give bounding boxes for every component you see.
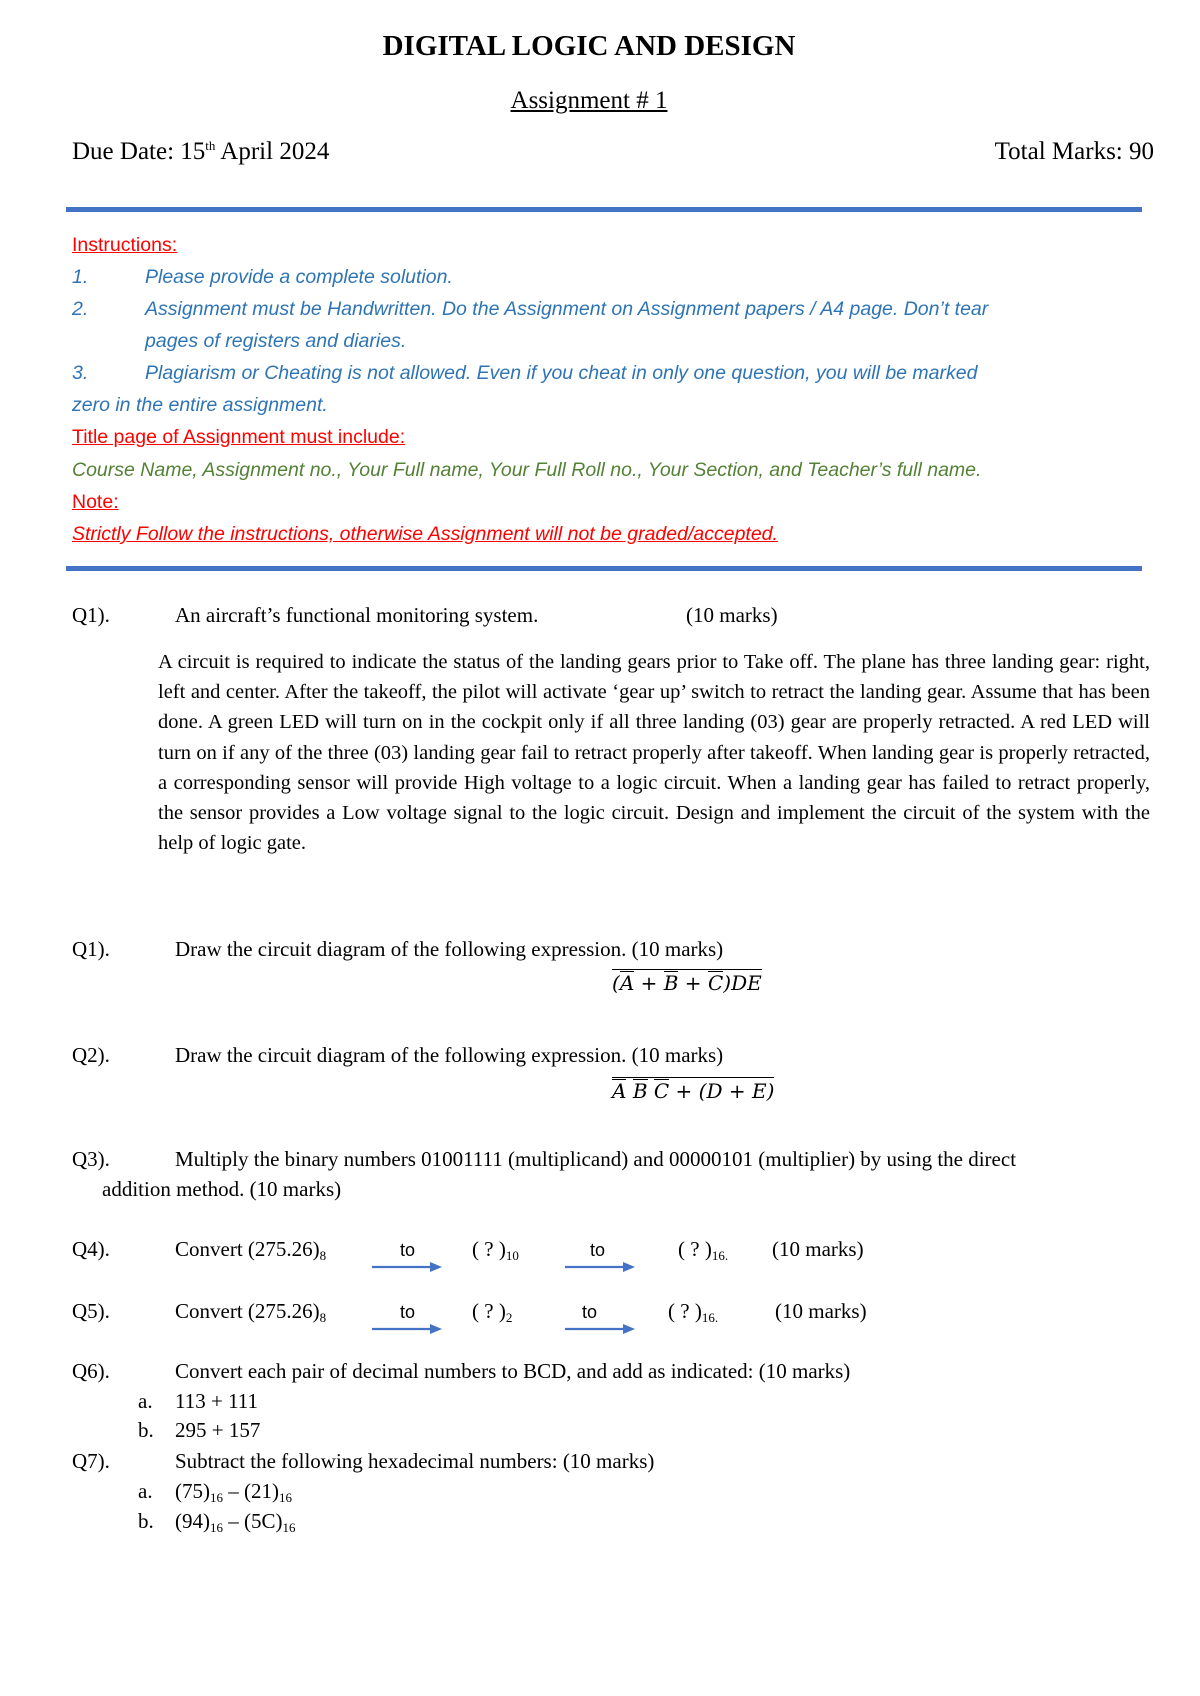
q6-text: Convert each pair of decimal numbers to BCD, and add as indicated: (10 marks) <box>175 1359 851 1383</box>
total-marks: Total Marks: 90 <box>994 138 1154 165</box>
document-title: DIGITAL LOGIC AND DESIGN <box>382 30 796 62</box>
instruction-num-2: 2. <box>72 298 89 320</box>
q5-label: Q5). <box>72 1299 110 1323</box>
note-text: Strictly Follow the instructions, otherwise Assignment will not be graded/accepted. <box>72 523 778 545</box>
q3-label: Q3). <box>72 1147 110 1171</box>
q4-to-2: to <box>590 1240 606 1260</box>
q5-arrow-2-icon <box>565 1322 635 1336</box>
q5-marks: (10 marks) <box>775 1299 867 1323</box>
q4-convert: Convert $(275.26)_8$ <box>175 1237 327 1263</box>
instruction-text-3: Plagiarism or Cheating is not allowed. Even if you cheat in only one question, you will be marked <box>145 362 978 384</box>
q7-a: $(75)_{16} - (21)_{16}$ <box>175 1479 292 1505</box>
q5-convert: Convert $(275.26)_8$ <box>175 1299 327 1325</box>
assignment-number: Assignment # 1 <box>510 87 668 114</box>
q4-to-1: to <box>400 1240 416 1260</box>
q1b-label: Q1). <box>72 937 110 961</box>
q4-marks: (10 marks) <box>772 1237 864 1261</box>
q7-text: Subtract the following hexadecimal numbers: (10 marks) <box>175 1449 655 1473</box>
q1a-marks: (10 marks) <box>686 603 778 627</box>
title-page-text: Course Name, Assignment no., Your Full name, Your Full Roll no., Your Section, and Teacher’s full name. <box>72 459 982 481</box>
q5-to-2: to <box>582 1302 598 1322</box>
q2-label: Q2). <box>72 1043 110 1067</box>
instruction-num-3: 3. <box>72 362 89 384</box>
q4-arrow-2-icon <box>565 1260 635 1274</box>
instruction-text-2-cont: pages of registers and diaries. <box>145 330 407 352</box>
bottom-divider <box>66 566 1142 571</box>
instruction-text-1: Please provide a complete solution. <box>145 266 453 288</box>
top-divider <box>66 207 1142 212</box>
q2-text: Draw the circuit diagram of the following expression. (10 marks) <box>175 1043 724 1067</box>
q6-b-label: b. <box>138 1418 154 1442</box>
q5-end: ( ? )$_{16.}$ <box>668 1299 719 1325</box>
q3-text-cont: addition method. (10 marks) <box>102 1177 342 1201</box>
q4-arrow-1-icon <box>372 1260 442 1274</box>
q7-b: $(94)_{16} - (5C)_{16}$ <box>175 1509 296 1535</box>
instruction-num-1: 1. <box>72 266 89 288</box>
q6-a: 113 + 111 <box>175 1389 259 1413</box>
q6-a-label: a. <box>138 1389 153 1413</box>
q7-a-label: a. <box>138 1479 153 1503</box>
q4-end: ( ? )$_{16.}$ <box>678 1237 729 1263</box>
q2-expression: A B C + (D + E) <box>612 1079 775 1103</box>
due-date: Due Date: 15th April 2024 <box>72 138 330 165</box>
q5-to-1: to <box>400 1302 416 1322</box>
q5-arrow-1-icon <box>372 1322 442 1336</box>
q1a-label: Q1). <box>72 603 110 627</box>
q5-middle: ( ? )$_2$ <box>472 1299 513 1325</box>
q1b-text: Draw the circuit diagram of the following expression. (10 marks) <box>175 937 724 961</box>
instruction-text-2: Assignment must be Handwritten. Do the Assignment on Assignment papers / A4 page. Don’t tear <box>145 298 989 320</box>
q7-label: Q7). <box>72 1449 110 1473</box>
q4-label: Q4). <box>72 1237 110 1261</box>
q4-middle: ( ? )$_{10}$ <box>472 1237 519 1263</box>
q1a-body: A circuit is required to indicate the status of the landing gears prior to Take off. The plane has three landing gear: right, left and center. After the takeoff, the pilot will activate ‘gear up’ switch to retract the landing gear. Assume that has been done. A green LED will turn on in the cockpit only if all three landing (03) gear are properly retracted. A red LED will turn on if any of the three (03) landing gear fail to retract properly after takeoff. When landing gear is properly retracted, a corresponding sensor will provide High voltage to a logic circuit. When a landing gear has failed to retract properly, the sensor provides a Low voltage signal to the logic circuit. Design and implement the circuit of the system with the help of logic gate. <box>158 651 1150 855</box>
instruction-text-3-cont: zero in the entire assignment. <box>72 394 328 416</box>
title-page-heading: Title page of Assignment must include: <box>72 426 406 448</box>
q1b-expression: (A + B + C)DE <box>612 971 762 995</box>
q6-b: 295 + 157 <box>175 1418 261 1442</box>
q3-text: Multiply the binary numbers 01001111 (multiplicand) and 00000101 (multiplier) by using the direct <box>175 1147 1017 1171</box>
q1a-title: An aircraft’s functional monitoring system. <box>175 603 539 627</box>
q7-b-label: b. <box>138 1509 154 1533</box>
note-heading: Note: <box>72 491 119 513</box>
instructions-heading: Instructions: <box>72 234 178 256</box>
q6-label: Q6). <box>72 1359 110 1383</box>
